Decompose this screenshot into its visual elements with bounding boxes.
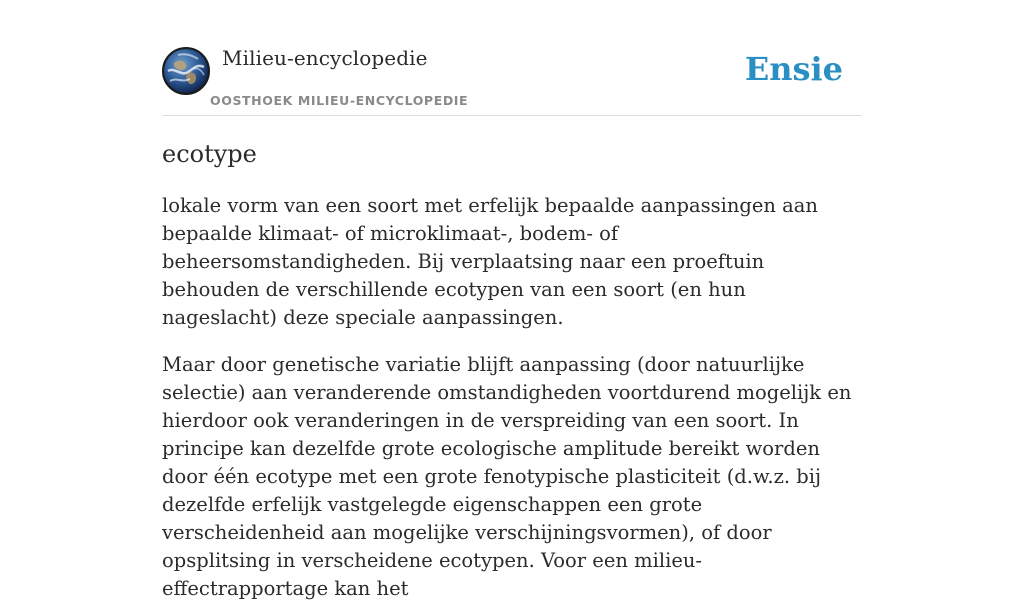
entry-paragraph: lokale vorm van een soort met erfelijk bepaalde aanpassingen aan bepaalde klimaat- of microklimaat-, bodem- of beheersomstandigheden. Bij verplaatsing naar een proeftuin behouden de verschillende ecotypen van een soort (en hun nageslacht) deze speciale aanpassingen. xyxy=(162,194,818,329)
earth-globe-icon[interactable] xyxy=(162,47,210,95)
site-subtitle: OOSTHOEK MILIEU-ENCYCLOPEDIE xyxy=(210,93,469,108)
entry-term: ecotype xyxy=(162,140,257,168)
site-title[interactable]: Milieu-encyclopedie xyxy=(222,46,428,70)
entry-paragraph: Maar door genetische variatie blijft aanpassing (door natuurlijke selectie) aan veranderende omstandigheden voortdurend mogelijk en hierdoor ook veranderingen in de verspreiding van een soort. In principe kan dezelfde grote ecologische amplitude bereikt worden door één ecotype met een grote fenotypische plasticiteit (d.w.z. bij dezelfde erfelijk vastgelegde eigenschappen een grote verscheidenheid aan mogelijke verschijningsvormen), of door opsplitsing in verscheidene ecotypen. Voor een milieu-effectrapportage kan het xyxy=(162,353,852,600)
site-header xyxy=(162,0,862,116)
brand-logo[interactable]: Ensie xyxy=(744,50,843,88)
page xyxy=(162,0,862,603)
